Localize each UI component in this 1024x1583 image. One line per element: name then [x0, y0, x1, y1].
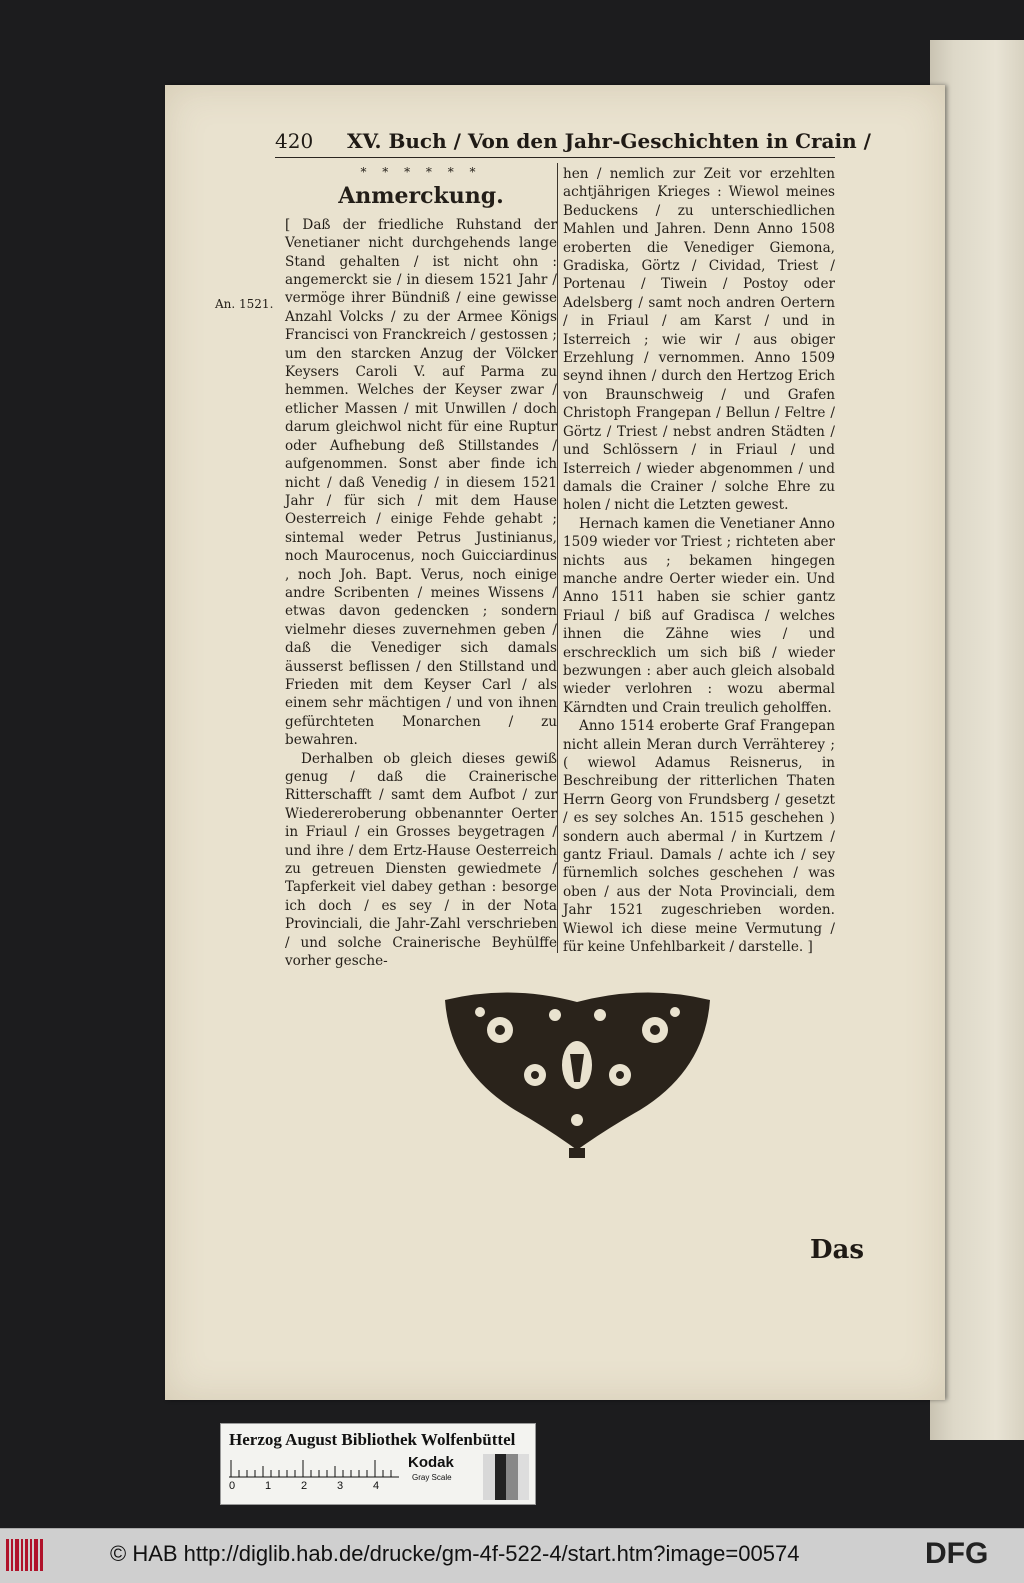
section-stars: * * * * * *: [360, 165, 482, 179]
left-column: [285, 165, 557, 970]
paragraph: Hernach kamen die Venetianer Anno 1509 wieder vor Triest ; richteten aber nichts aus ; bekamen hingegen manche andre Oerter wieder ein. Und Anno 1511 haben sie schier gantz Friaul / biß auf Gradisca / welches ihnen die Zähne wies / und erschrecklich um sich biß / wieder bezwungen : aber auch gleich alsobald wieder verlohren : wozu abermal Kärndten und Crain treulich geholffen.: [563, 515, 835, 716]
gray-scale-label: Gray Scale: [412, 1473, 452, 1482]
paragraph: hen / nemlich zur Zeit vor erzehlten achtjährigen Krieges : Wiewol meines Beduckens / zu unterschiedlichen Mahlen und Jahren. Denn Anno 1508 eroberten die Venediger Giemona, Gradiska, Görtz / Cividad, Triest / Portenau / Tiwein / Postoy oder Adelsberg / samt noch andren Oertern / in Friaul / am Karst / und in Isterreich ; wie wir / aus obiger Erzehlung / vernommen. Anno 1509 seynd ihnen / durch den Hertzog Erich von Braunschweig / und Grafen Christoph Frangepan / Bellun / Feltre / Görtz / Triest / nebst andren Städten / und Schlössern / in Friaul / und Isterreich / wieder abgenommen / und damals die Crainer / solche Ehre zu holen / nicht die Letzten gewest.: [563, 166, 835, 514]
dfg-logo: DFG: [925, 1537, 989, 1570]
column-divider: [557, 163, 558, 953]
kodak-label: Kodak: [408, 1454, 454, 1471]
library-name: Herzog August Bibliothek Wolfenbüttel: [229, 1430, 516, 1449]
page-header: [275, 127, 871, 158]
right-column: [563, 165, 835, 956]
scale-card: [220, 1423, 536, 1505]
ruler-number: 3: [337, 1480, 344, 1492]
paragraph: [ Daß der friedliche Ruhstand der Venetianer nicht durchgehends lange Stand gehalten / ist nicht ohn : angemerckt sie / in diesem 1521 Jahr / vermöge ihrer Bündniß / eine gewisse Anzahl Volcks / zu der Armee Königs Francisci von Franckreich / gestossen ; um den starcken Anzug der Völcker Keysers Caroli V. auf Parma zu hemmen. Welches der Keyser zwar / etlicher Massen / mit Unwillen / doch darum gleichwol nicht für eine Ruptur oder Aufhebung deß Stillstandes / aufgenommen. Sonst aber finde ich nicht / daß Venedig / in diesem 1521 Jahr / für sich / mit dem Hause Oesterreich / einige Fehde gehabt ; sintemal weder Petrus Justinianus, noch Maurocenus, noch Guicciardinus , noch Joh. Bapt. Verus, noch einige andre Scribenten / meines Wissens / etwas davon gedencken ; sondern vielmehr dieses zuvernehmen geben / daß die Venediger sich damals äusserst beflissen / den Stillstand und Frieden mit dem Keyser Carl / als einem sehr mächtigen / und von ihnen gefürchteten Monarchen / zu bewahren.: [285, 216, 557, 749]
page-number: 420: [275, 129, 314, 153]
catchword: Das: [810, 1235, 865, 1265]
ruler-number: 0: [229, 1480, 236, 1492]
gray-scale-swatches: [483, 1454, 529, 1500]
paragraph: Derhalben ob gleich dieses gewiß genug / daß die Crainerische Ritterschafft / samt dem Aufbot / zur Wiedereroberung obbenannter Oerter in Friaul / ein Grosses beygetragen / und ihre / dem Ertz-Hause Oesterreich zu getreuen Diensten gewiedmete / Tapferkeit viel dabey gethan : besorge ich doch / es sey / in der Nota Provinciali, die Jahr-Zahl verschrieben / und solche Crainerische Beyhülffe vorher gesche-: [285, 750, 557, 970]
ruler-number: 4: [373, 1480, 380, 1492]
kodak-brand: [404, 1454, 486, 1500]
facing-page-edge: [955, 63, 1010, 118]
paragraph: Anno 1514 eroberte Graf Frangepan nicht allein Meran durch Verrähterey ; ( wiewol Adamus Reisnerus, in Beschreibung der ritterlichen Thaten Herrn Georg von Frundsberg / gesetzt / es sey solches An. 1515 geschehen ) sondern auch abermal / in Kurtzem / gantz Friaul. Damals / achte ich / sey fürnemlich solches geschehen / was oben / aus der Nota Provinciali, dem Jahr 1521 zugeschrieben worden. Wiewol ich diese meine Vermutung / für keine Unfehlbarkeit / darstelle. ]: [563, 718, 835, 956]
footer-bar: [0, 1528, 1024, 1583]
ruler-number: 2: [301, 1480, 308, 1492]
margin-note: An. 1521.: [215, 297, 274, 311]
book-page: [165, 85, 945, 1400]
ornament-icon: [440, 990, 715, 1160]
running-title: XV. Buch / Von den Jahr-Geschichten in Crain /: [347, 129, 871, 153]
ruler-number: 1: [265, 1480, 272, 1492]
barcode-icon: [4, 1535, 46, 1575]
ruler-icon: [229, 1456, 399, 1478]
section-heading: Anmerckung.: [338, 183, 504, 210]
copyright-url[interactable]: © HAB http://diglib.hab.de/drucke/gm-4f-522-4/start.htm?image=00574: [110, 1541, 800, 1566]
